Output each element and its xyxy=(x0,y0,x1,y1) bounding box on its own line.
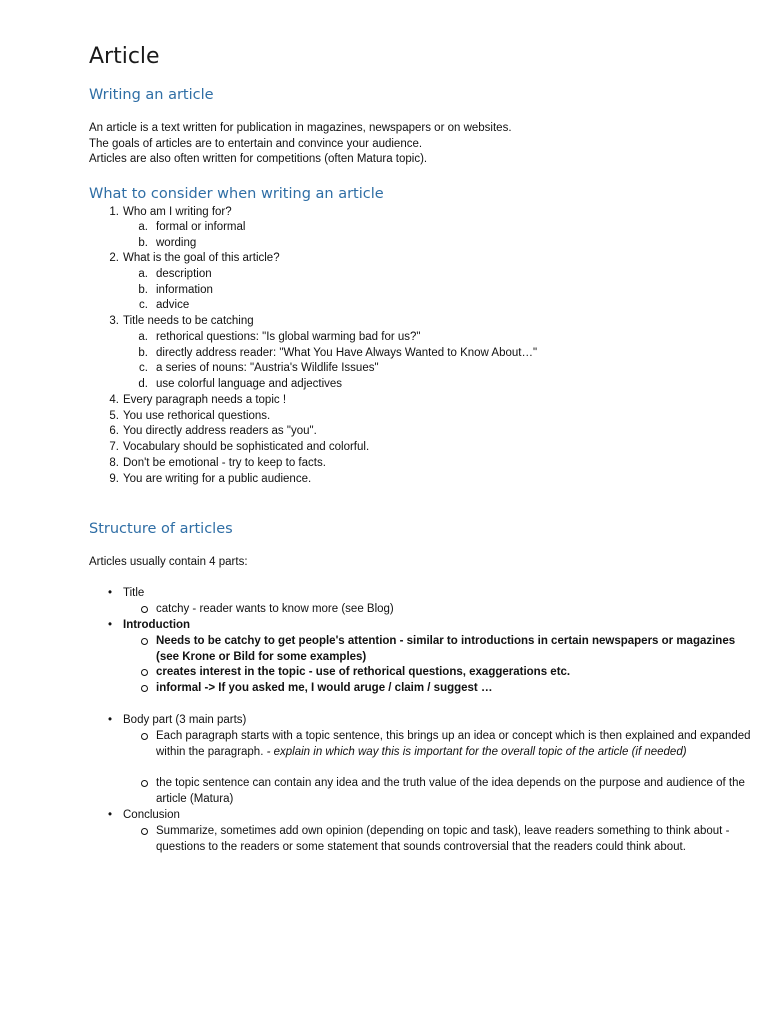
sublist-letter: a. xyxy=(138,268,148,280)
sublist-letter: b. xyxy=(138,237,148,249)
list-item: Vocabulary should be sophisticated and colorful. xyxy=(123,441,370,453)
paragraph-line: An article is a text written for publication in magazines, newspapers or on websites. xyxy=(89,122,512,134)
list-number: 8. xyxy=(109,457,119,469)
list-number: 9. xyxy=(109,473,119,485)
list-item: What is the goal of this article? xyxy=(123,252,280,264)
sublist-item: Needs to be catchy to get people's attention - similar to introductions in certain newspapers or magazines (see Krone or Bild for some examples) xyxy=(156,635,736,663)
section-heading-structure-of-articles: Structure of articles xyxy=(89,521,233,537)
bullet-dot: • xyxy=(108,809,113,821)
sublist-item-main: Each paragraph starts with a topic sentence, this brings up an idea or concept which is then explained and expanded within the paragraph. xyxy=(156,730,751,758)
sublist-item: information xyxy=(156,284,213,296)
list-number: 4. xyxy=(109,394,119,406)
list-number: 7. xyxy=(109,441,119,453)
sublist-item: rethorical questions: "Is global warming bad for us?" xyxy=(156,331,421,343)
section-heading-what-to-consider: What to consider when writing an article xyxy=(89,186,384,202)
list-item: Title xyxy=(123,587,145,599)
sublist-item: creates interest in the topic - use of rethorical questions, exaggerations etc. xyxy=(156,666,571,678)
sublist-item: the topic sentence can contain any idea and the truth value of the idea depends on the purpose and audience of the article (Matura) xyxy=(156,777,745,805)
sublist-letter: a. xyxy=(138,331,148,343)
list-item: You directly address readers as "you". xyxy=(123,425,317,437)
sublist-item-italic: - explain in which way this is important for the overall topic of the article (if needed) xyxy=(263,745,687,758)
sublist-item: a series of nouns: "Austria's Wildlife Issues" xyxy=(156,362,379,374)
circle-bullet-icon xyxy=(141,606,148,613)
list-item: Don't be emotional - try to keep to facts. xyxy=(123,457,326,469)
bullet-dot: • xyxy=(108,619,113,631)
sublist-letter: a. xyxy=(138,221,148,233)
sublist-letter: b. xyxy=(138,347,148,359)
circle-bullet-icon xyxy=(141,733,148,740)
sublist-letter: d. xyxy=(138,378,148,390)
list-item: You use rethorical questions. xyxy=(123,410,271,422)
sublist-item: advice xyxy=(156,299,190,311)
list-number: 6. xyxy=(109,425,119,437)
circle-bullet-icon xyxy=(141,780,148,787)
sublist-item: Summarize, sometimes add own opinion (depending on topic and task), leave readers something to think about - questions to the readers or some statement that sounds controversial that the readers could think about. xyxy=(156,825,730,853)
circle-bullet-icon xyxy=(141,828,148,835)
list-item: Body part (3 main parts) xyxy=(123,714,247,726)
list-item: Every paragraph needs a topic ! xyxy=(123,394,287,406)
list-item: Title needs to be catching xyxy=(123,315,254,327)
sublist-item: use colorful language and adjectives xyxy=(156,378,343,390)
circle-bullet-icon xyxy=(141,669,148,676)
sublist-item: wording xyxy=(156,237,197,249)
list-number: 1. xyxy=(109,206,119,218)
circle-bullet-icon xyxy=(141,685,148,692)
list-item: Conclusion xyxy=(123,809,180,821)
sublist-item: formal or informal xyxy=(156,221,246,233)
sublist-letter: b. xyxy=(138,284,148,296)
paragraph-line: The goals of articles are to entertain and convince your audience. xyxy=(89,138,423,150)
circle-bullet-icon xyxy=(141,638,148,645)
sublist-letter: c. xyxy=(139,362,148,374)
list-number: 2. xyxy=(109,252,119,264)
section-heading-writing-an-article: Writing an article xyxy=(89,87,214,103)
list-number: 3. xyxy=(109,315,119,327)
sublist-item xyxy=(156,729,756,761)
sublist-item: informal -> If you asked me, I would aruge / claim / suggest … xyxy=(156,682,493,694)
sublist-item: description xyxy=(156,268,212,280)
list-item: Introduction xyxy=(123,619,191,631)
bullet-dot: • xyxy=(108,714,113,726)
list-item: You are writing for a public audience. xyxy=(123,473,312,485)
sublist-item: catchy - reader wants to know more (see Blog) xyxy=(156,603,394,615)
sublist-letter: c. xyxy=(139,299,148,311)
sublist-item: directly address reader: "What You Have Always Wanted to Know About…" xyxy=(156,347,538,359)
list-number: 5. xyxy=(109,410,119,422)
paragraph-line: Articles usually contain 4 parts: xyxy=(89,556,248,568)
page-title: Article xyxy=(89,44,160,69)
list-item: Who am I writing for? xyxy=(123,206,232,218)
paragraph-line: Articles are also often written for competitions (often Matura topic). xyxy=(89,153,428,165)
bullet-dot: • xyxy=(108,587,113,599)
